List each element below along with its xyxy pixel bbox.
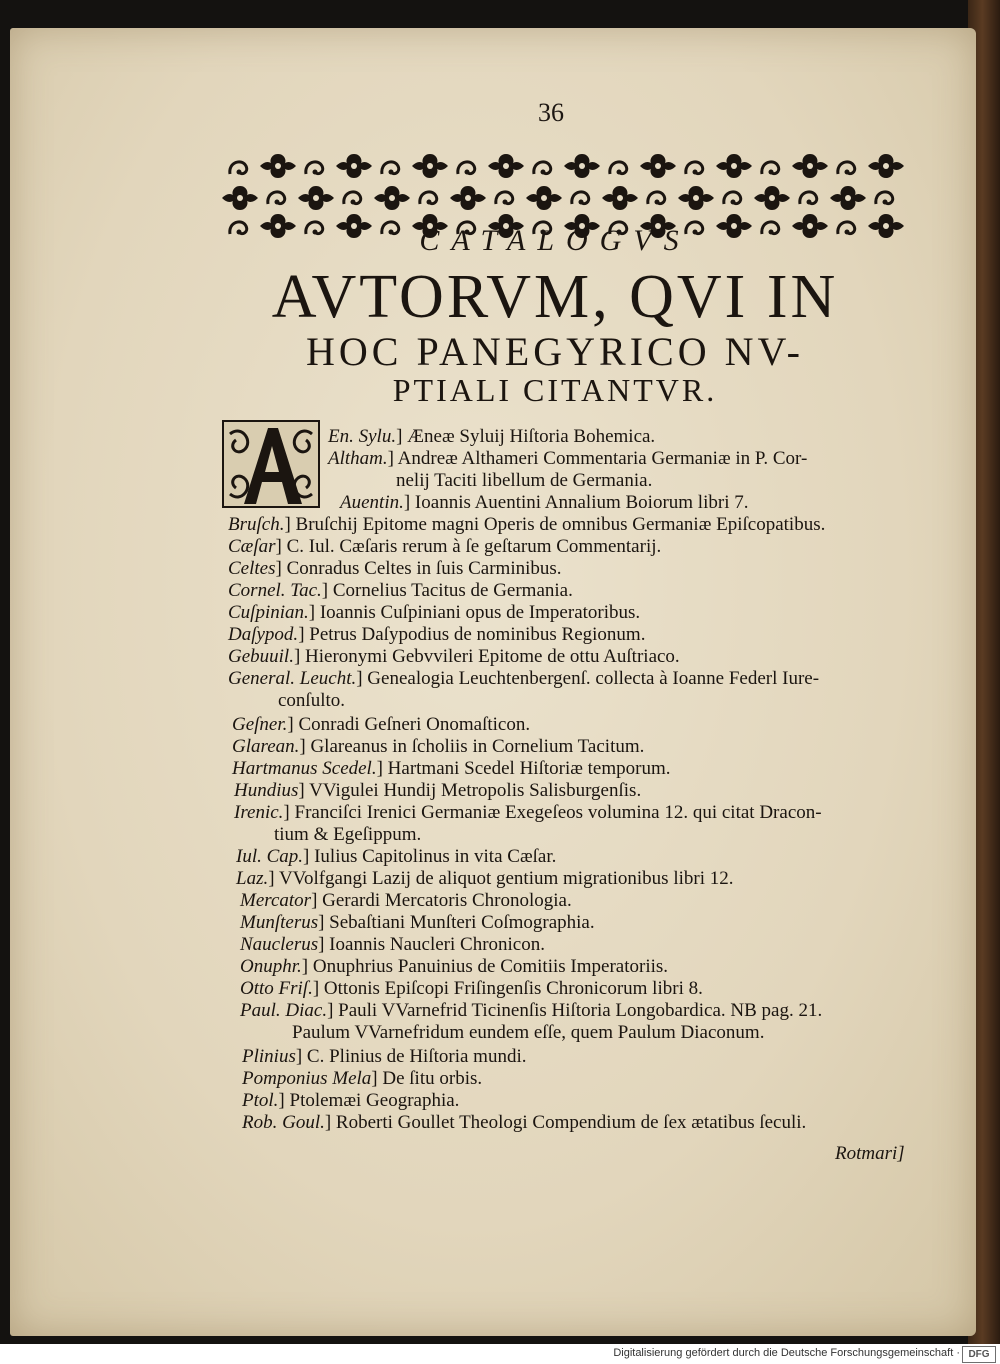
- list-item: Pomponius Mela] De ſitu orbis.: [242, 1068, 483, 1089]
- list-item: General. Leucht.] Genealogia Leuchtenbergenſ. collecta à Ioanne Federl Iure-: [228, 668, 820, 689]
- list-item: Auentin.] Ioannis Auentini Annalium Boiorum libri 7.: [340, 492, 749, 513]
- list-item: Munſterus] Sebaſtiani Munſteri Coſmographia.: [240, 912, 595, 933]
- list-item: Hartmanus Scedel.] Hartmani Scedel Hiſtoriæ temporum.: [232, 758, 671, 779]
- heading-autorum: AVTORVM, QVI IN: [271, 263, 839, 331]
- heading-catalogus: CATALOGVS: [419, 224, 691, 257]
- catchword: Rotmari]: [835, 1143, 905, 1164]
- list-item: Glarean.] Glareanus in ſcholiis in Cornelium Tacitum.: [232, 736, 645, 757]
- list-item: Paul. Diac.] Pauli VVarnefrid Ticinenſis Hiſtoria Longobardica. NB pag. 21.: [240, 1000, 823, 1021]
- heading-ptiali: PTIALI CITANTVR.: [392, 372, 718, 408]
- list-item: Irenic.] Franciſci Irenici Germaniæ Exegeſeos volumina 12. qui citat Dracon-: [234, 802, 822, 823]
- list-item: En. Sylu.] Æneæ Syluij Hiſtoria Bohemica.: [328, 426, 656, 447]
- list-item: Geſner.] Conradi Geſneri Onomaſticon.: [232, 714, 531, 735]
- list-item: Bruſch.] Bruſchij Epitome magni Operis de omnibus Germaniæ Epiſcopatibus.: [228, 514, 826, 535]
- list-item: Daſypod.] Petrus Daſypodius de nominibus Regionum.: [228, 624, 646, 645]
- digitization-footer: [0, 1344, 1000, 1364]
- list-item-continuation: nelij Taciti libellum de Germania.: [396, 470, 653, 491]
- list-item: Cuſpinian.] Ioannis Cuſpiniani opus de Imperatoribus.: [228, 602, 641, 623]
- list-item-continuation: conſulto.: [278, 690, 346, 711]
- list-item: Iul. Cap.] Iulius Capitolinus in vita Cæſar.: [236, 846, 557, 867]
- list-item: Cornel. Tac.] Cornelius Tacitus de Germania.: [228, 580, 573, 601]
- heading-panegyrico: HOC PANEGYRICO NV-: [306, 329, 804, 374]
- list-item: Hundius] VVigulei Hundij Metropolis Salisburgenſis.: [234, 780, 642, 801]
- list-item: Onuphr.] Onuphrius Panuinius de Comitiis Imperatoriis.: [240, 956, 669, 977]
- list-item: Celtes] Conradus Celtes in ſuis Carminibus.: [228, 558, 562, 579]
- page-number: 36: [538, 98, 564, 127]
- list-item: Mercator] Gerardi Mercatoris Chronologia.: [240, 890, 572, 911]
- list-item: Laz.] VVolfgangi Lazij de aliquot gentium migrationibus libri 12.: [236, 868, 734, 889]
- list-item: Gebuuil.] Hieronymi Gebvvileri Epitome de ottu Auſtriaco.: [228, 646, 680, 667]
- list-item: Ptol.] Ptolemæi Geographia.: [242, 1090, 460, 1111]
- list-item: Rob. Goul.] Roberti Goullet Theologi Compendium de ſex ætatibus ſeculi.: [242, 1112, 807, 1133]
- footer-credit: Digitalisierung gefördert durch die Deutsche Forschungsgemeinschaft ·: [613, 1347, 960, 1359]
- list-item-continuation: tium & Egeſippum.: [274, 824, 422, 845]
- list-item: Cæſar] C. Iul. Cæſaris rerum à ſe geſtarum Commentarij.: [228, 536, 662, 557]
- author-catalog-list: [10, 28, 976, 1336]
- list-item: Plinius] C. Plinius de Hiſtoria mundi.: [242, 1046, 527, 1067]
- list-item: Nauclerus] Ioannis Naucleri Chronicon.: [240, 934, 545, 955]
- book-page: [10, 28, 976, 1336]
- dfg-logo-icon: DFG: [962, 1346, 996, 1363]
- list-item: Otto Friſ.] Ottonis Epiſcopi Friſingenſis Chronicorum libri 8.: [240, 978, 703, 999]
- list-item-continuation: Paulum VVarnefridum eundem eſſe, quem Paulum Diaconum.: [292, 1022, 765, 1043]
- list-item: Altham.] Andreæ Althameri Commentaria Germaniæ in P. Cor-: [328, 448, 808, 469]
